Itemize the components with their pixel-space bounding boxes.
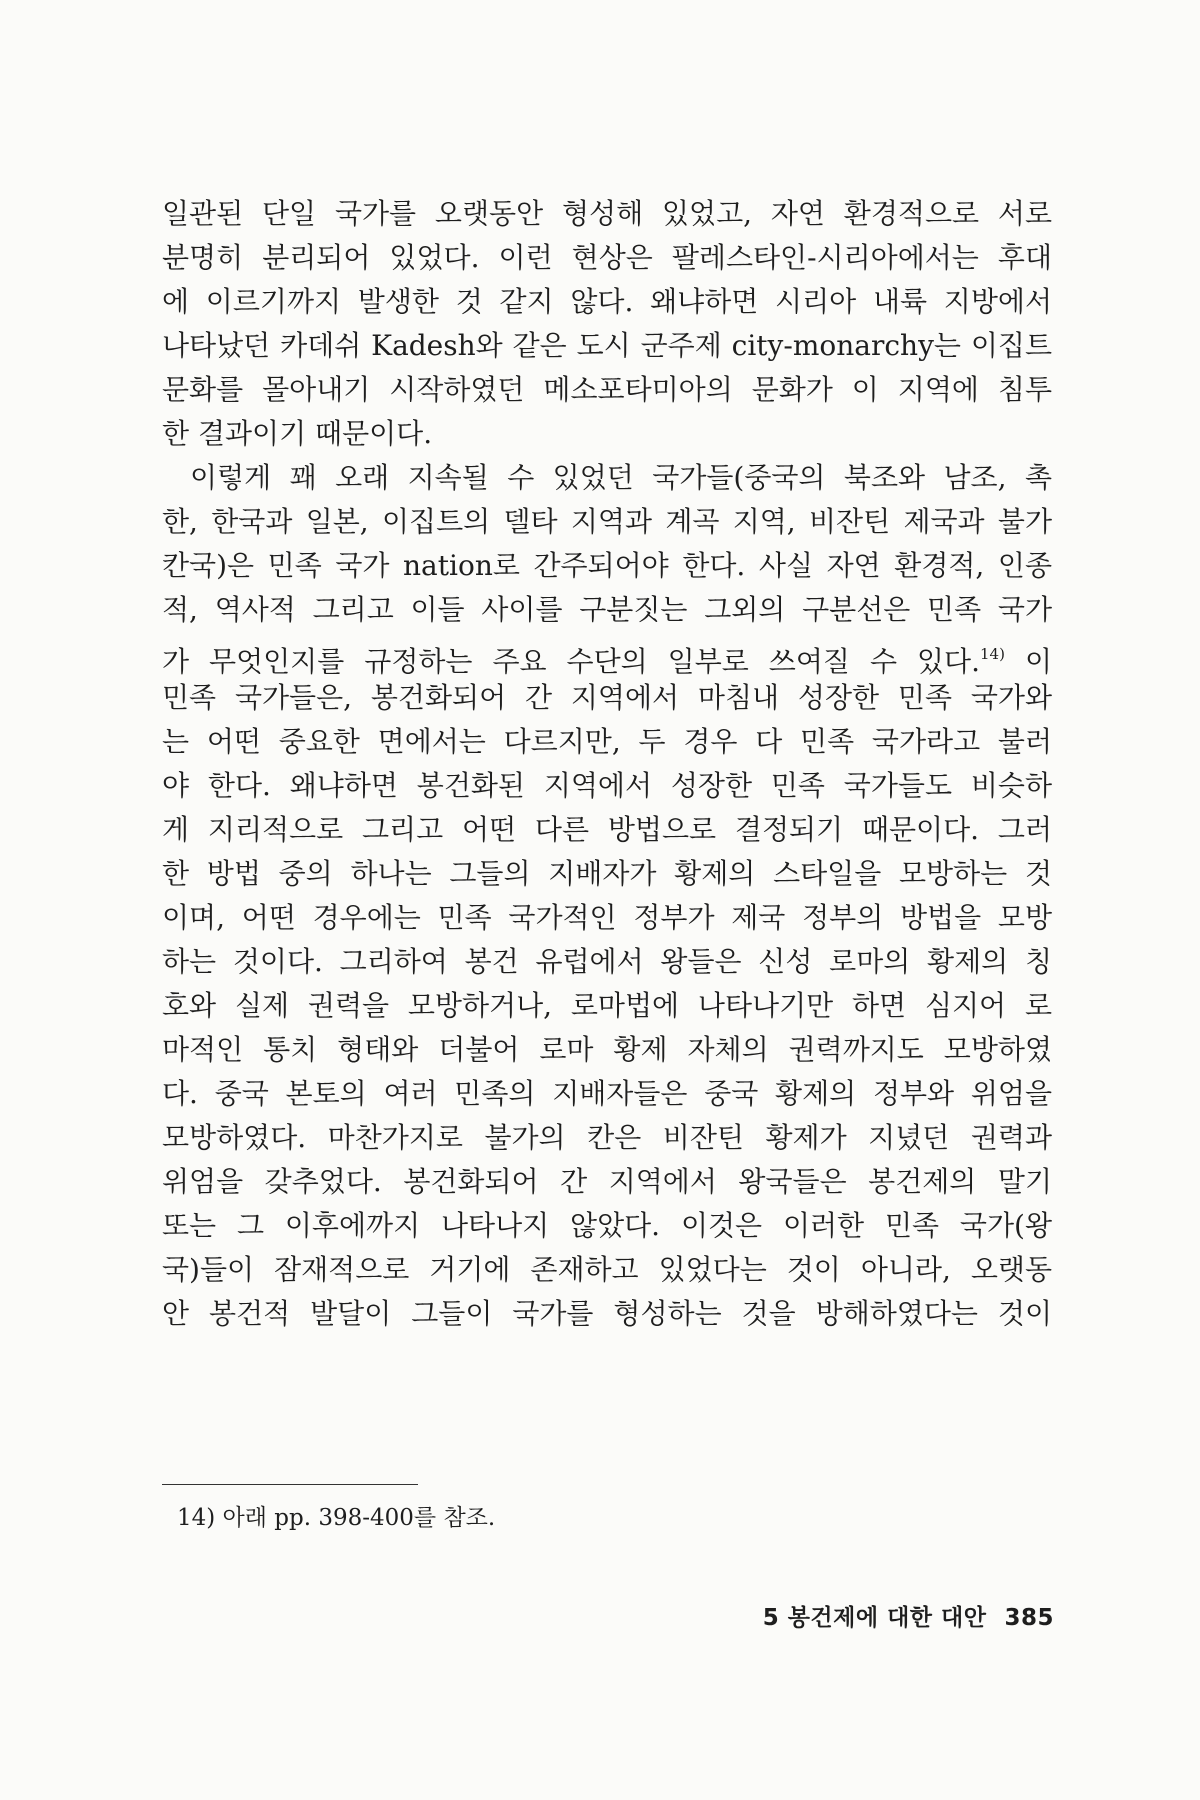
text-line-with-footnote-ref <box>162 632 1052 676</box>
footnote-divider <box>162 1484 418 1485</box>
text-line: 국)들이 잠재적으로 거기에 존재하고 있었다는 것이 아니라, 오랫동 <box>162 1253 1052 1286</box>
text-line: 민족 국가들은, 봉건화되어 간 지역에서 마침내 성장한 민족 국가와 <box>162 681 1052 714</box>
main-text <box>162 192 1052 1336</box>
text-line: 한 결과이기 때문이다. <box>162 417 433 450</box>
text-line: 적, 역사적 그리고 이들 사이를 구분짓는 그외의 구분선은 민족 국가 <box>162 593 1052 626</box>
page-number: 385 <box>1004 1605 1054 1631</box>
text-line: 일관된 단일 국가를 오랫동안 형성해 있었고, 자연 환경적으로 서로 <box>162 197 1052 230</box>
footnote: 14) 아래 pp. 398-400를 참조. <box>177 1505 496 1531</box>
text-line-segment: 이 <box>1024 645 1052 678</box>
text-line: 이렇게 꽤 오래 지속될 수 있었던 국가들(중국의 북조와 남조, 촉 <box>190 461 1052 494</box>
text-line: 분명히 분리되어 있었다. 이런 현상은 팔레스타인-시리아에서는 후대 <box>162 241 1052 274</box>
text-line: 칸국)은 민족 국가 nation로 간주되어야 한다. 사실 자연 환경적, 인종 <box>162 549 1052 582</box>
running-title: 5 봉건제에 대한 대안 <box>762 1605 987 1631</box>
text-line: 다. 중국 본토의 여러 민족의 지배자들은 중국 황제의 정부와 위엄을 <box>162 1077 1052 1110</box>
text-line: 호와 실제 권력을 모방하거나, 로마법에 나타나기만 하면 심지어 로 <box>162 989 1052 1022</box>
running-footer <box>763 1599 1054 1632</box>
text-line: 야 한다. 왜냐하면 봉건화된 지역에서 성장한 민족 국가들도 비슷하 <box>162 769 1052 802</box>
text-line: 문화를 몰아내기 시작하였던 메소포타미아의 문화가 이 지역에 침투 <box>162 373 1052 406</box>
text-line-segment: 가 무엇인지를 규정하는 주요 수단의 일부로 쓰여질 수 있다. <box>162 645 980 678</box>
text-line: 는 어떤 중요한 면에서는 다르지만, 두 경우 다 민족 국가라고 불러 <box>162 725 1052 758</box>
text-line: 안 봉건적 발달이 그들이 국가를 형성하는 것을 방해하였다는 것이 <box>162 1297 1052 1330</box>
text-line: 하는 것이다. 그리하여 봉건 유럽에서 왕들은 신성 로마의 황제의 칭 <box>162 945 1052 978</box>
text-line: 한 방법 중의 하나는 그들의 지배자가 황제의 스타일을 모방하는 것 <box>162 857 1052 890</box>
text-line: 모방하였다. 마찬가지로 불가의 칸은 비잔틴 황제가 지녔던 권력과 <box>162 1121 1052 1154</box>
footnote-reference[interactable]: 14) <box>979 645 1005 663</box>
text-line: 위엄을 갖추었다. 봉건화되어 간 지역에서 왕국들은 봉건제의 말기 <box>162 1165 1052 1198</box>
text-line: 이며, 어떤 경우에는 민족 국가적인 정부가 제국 정부의 방법을 모방 <box>162 901 1052 934</box>
text-line: 마적인 통치 형태와 더불어 로마 황제 자체의 권력까지도 모방하였 <box>162 1033 1052 1066</box>
text-line: 게 지리적으로 그리고 어떤 다른 방법으로 결정되기 때문이다. 그러 <box>162 813 1052 846</box>
text-line: 한, 한국과 일본, 이집트의 델타 지역과 계곡 지역, 비잔틴 제국과 불가 <box>162 505 1052 538</box>
text-line: 또는 그 이후에까지 나타나지 않았다. 이것은 이러한 민족 국가(왕 <box>162 1209 1052 1242</box>
text-line: 에 이르기까지 발생한 것 같지 않다. 왜냐하면 시리아 내륙 지방에서 <box>162 285 1052 318</box>
text-line: 나타났던 카데쉬 Kadesh와 같은 도시 군주제 city-monarchy는 이집트 <box>162 329 1052 362</box>
